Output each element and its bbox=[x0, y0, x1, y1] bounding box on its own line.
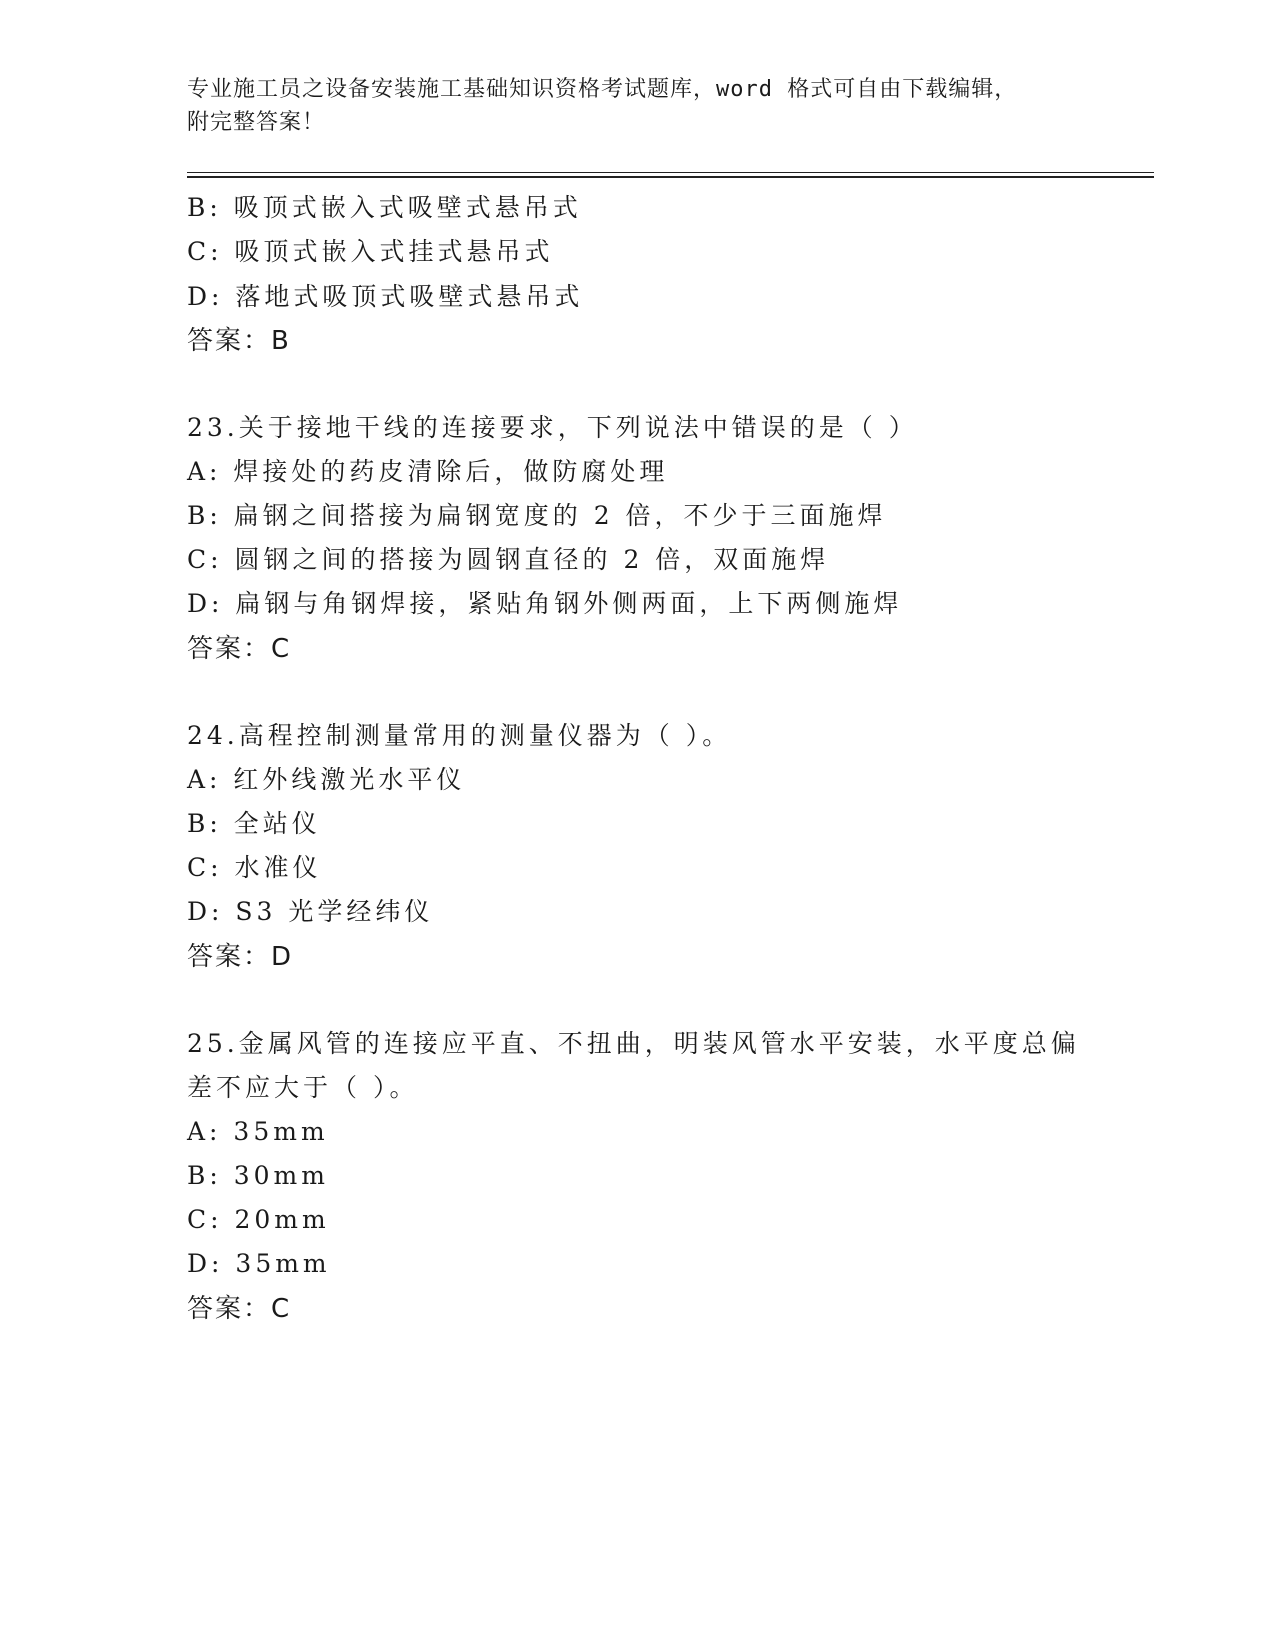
question-23-option-d: D: 扁钢与角钢焊接，紧贴角钢外侧两面，上下两侧施焊 bbox=[187, 589, 903, 618]
question-24-stem: 24.高程控制测量常用的测量仪器为（ ）。 bbox=[187, 721, 732, 750]
question-24-option-a: A: 红外线激光水平仪 bbox=[187, 765, 466, 794]
question-25-stem-line-2: 差不应大于（ ）。 bbox=[187, 1073, 419, 1102]
question-25-stem-line-1: 25.金属风管的连接应平直、不扭曲，明装风管水平安装，水平度总偏 bbox=[187, 1029, 1080, 1058]
header-rule-thin bbox=[187, 172, 1154, 173]
question-25-option-a: A: 35mm bbox=[187, 1117, 329, 1146]
option-d: D: 落地式吸顶式吸壁式悬吊式 bbox=[187, 282, 584, 311]
question-23-option-c: C: 圆钢之间的搭接为圆钢直径的 2 倍，双面施焊 bbox=[187, 545, 830, 574]
question-23-stem: 23.关于接地干线的连接要求，下列说法中错误的是（ ） bbox=[187, 413, 918, 442]
option-c: C: 吸顶式嵌入式挂式悬吊式 bbox=[187, 237, 554, 266]
question-25-option-b: B: 30mm bbox=[187, 1161, 329, 1190]
option-b: B: 吸顶式嵌入式吸壁式悬吊式 bbox=[187, 193, 582, 222]
header-line-1: 专业施工员之设备安装施工基础知识资格考试题库，word 格式可自由下载编辑， bbox=[187, 77, 1018, 102]
question-25-answer: 答案：C bbox=[187, 1294, 292, 1324]
answer-line: 答案：B bbox=[187, 326, 291, 356]
header-rule-thick bbox=[187, 176, 1154, 178]
question-24-option-b: B: 全站仪 bbox=[187, 809, 321, 838]
question-23-answer: 答案：C bbox=[187, 634, 292, 664]
question-24-option-c: C: 水准仪 bbox=[187, 853, 322, 882]
question-24-option-d: D: S3 光学经纬仪 bbox=[187, 897, 434, 926]
header-line-2: 附完整答案！ bbox=[187, 110, 326, 135]
question-25-option-c: C: 20mm bbox=[187, 1205, 330, 1234]
question-23-option-b: B: 扁钢之间搭接为扁钢宽度的 2 倍，不少于三面施焊 bbox=[187, 501, 887, 530]
question-25-option-d: D: 35mm bbox=[187, 1249, 331, 1278]
document-header bbox=[187, 73, 1067, 139]
question-23-option-a: A: 焊接处的药皮清除后，做防腐处理 bbox=[187, 457, 669, 486]
question-24-answer: 答案：D bbox=[187, 942, 294, 972]
